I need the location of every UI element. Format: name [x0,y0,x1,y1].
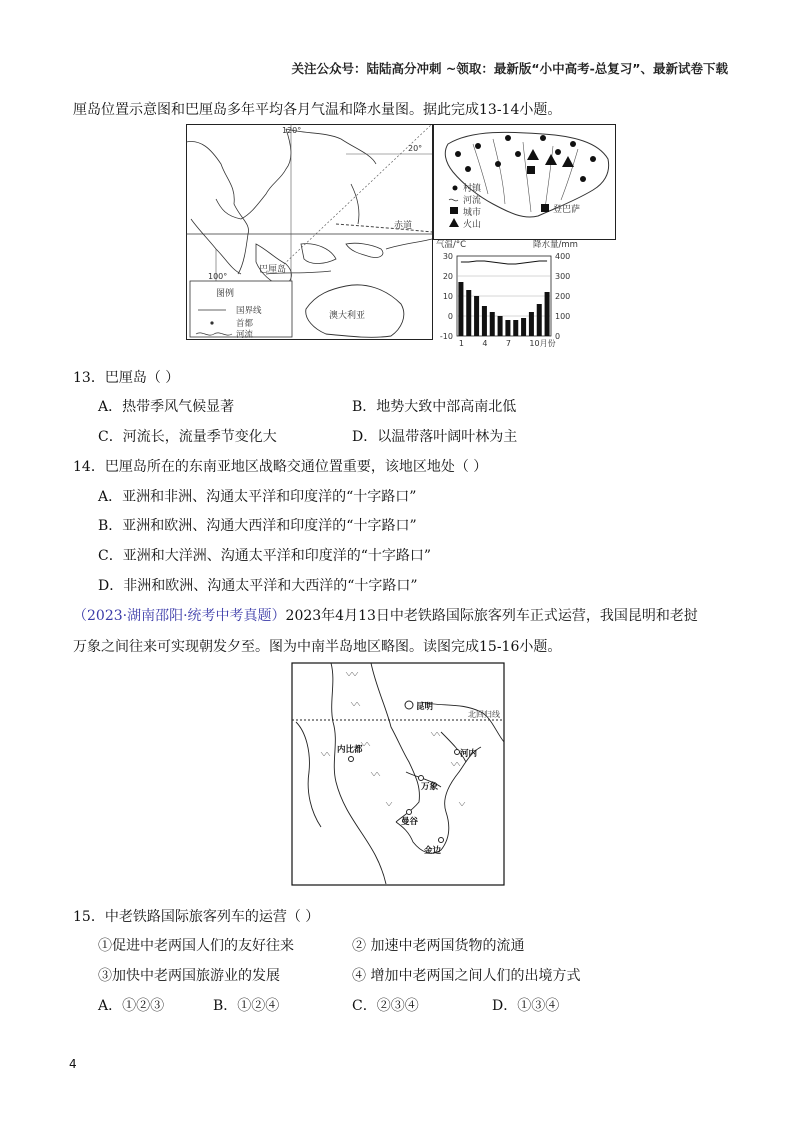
intro-15-16-text1: 2023年4月13日中老铁路国际旅客列车正式运营，我国昆明和老挝 [285,608,698,624]
southeast-asia-map [186,124,433,340]
lon-100-label: 100° [208,272,228,281]
q13-option-b: B．地势大致中部高南北低 [352,399,517,415]
precip-tick-label: 400 [555,252,571,261]
bali-legend-city: 城市 [463,208,482,218]
q15-option-a: A．①②③ [98,998,165,1014]
bangkok-label: 曼谷 [401,817,419,827]
australia-label: 澳大利亚 [329,311,366,321]
month-tick-label: 7 [505,339,512,348]
q15-statement-1: ①促进中老两国人们的友好往来 [98,938,294,954]
precip-bar [545,292,550,336]
phnom-penh-label: 金边 [424,846,442,856]
precip-tick-label: 200 [555,292,571,301]
q14-option-b: B．亚洲和欧洲、沟通大西洋和印度洋的“十字路口” [98,518,417,534]
temp-tick-label: 10 [442,292,453,301]
q14-stem: 14．巴厘岛所在的东南亚地区战略交通位置重要，该地区地处（ ） [73,459,488,475]
legend-river-label: 河流 [236,330,254,340]
q13-option-c: C．河流长，流量季节变化大 [98,429,277,445]
legend-title: 图例 [216,289,235,299]
month-tick-label: 1 [458,339,465,348]
precip-bar [521,318,526,336]
precip-tick-label: 300 [555,272,571,281]
page-header: 关注公众号：陆陆高分冲刺 ~领取：最新版“小中高考-总复习”、最新试卷下载 [291,61,728,76]
q15-option-d: D．①③④ [492,998,560,1014]
precip-bar [482,306,487,336]
q14-option-c: C．亚洲和大洋洲、沟通太平洋和印度洋的“十字路口” [98,548,432,564]
page-number: 4 [69,1057,77,1071]
bali-legend-river: 河流 [463,196,482,206]
q14-option-a: A．亚洲和非洲、沟通太平洋和印度洋的“十字路口” [98,489,417,505]
q15-statement-2: ② 加速中老两国货物的流通 [352,938,525,954]
precip-bar [490,312,495,336]
indochina-map [291,662,505,886]
temp-tick-label: 30 [442,252,453,261]
precip-bar [458,282,463,336]
q13-option-a: A．热带季风气候显著 [98,399,235,415]
month-tick-label: 10月份 [529,339,556,348]
q13-option-d: D．以温带落叶阔叶林为主 [352,429,518,445]
bali-detail-map [433,124,616,240]
q15-option-c: C．②③④ [352,998,419,1014]
climate-chart [433,238,585,348]
bali-legend-volcano: 火山 [463,220,482,230]
precip-bar [513,320,518,336]
q15-statement-3: ③加快中老两国旅游业的发展 [98,968,280,984]
precip-axis-label: 降水量/mm [533,240,578,250]
precip-bar [498,316,503,336]
precip-bar [529,312,534,336]
lon-120-label: 120° [282,126,302,135]
precip-bar [474,296,479,336]
question-source: （2023·湖南邵阳·统考中考真题） [73,608,286,624]
intro-15-16-line1 [73,605,698,625]
intro-15-16-line2: 万象之间往来可实现朝发夕至。图为中南半岛地区略图。读图完成15-16小题。 [73,639,562,655]
lat-20-label: 20° [408,144,423,153]
bali-label: 巴厘岛 [259,265,287,275]
legend-border-label: 国界线 [236,306,262,316]
tropic-label: 北回归线 [468,710,500,719]
q13-stem: 13．巴厘岛（ ） [73,370,180,386]
temp-axis-label: 气温/°C [436,240,467,250]
precip-bar [466,290,471,336]
naypyidaw-label: 内比都 [337,745,363,755]
q15-option-b: B．①②④ [213,998,280,1014]
equator-label: 赤道 [394,221,413,231]
intro-13-14: 厘岛位置示意图和巴厘岛多年平均各月气温和降水量图。据此完成13-14小题。 [73,102,562,118]
temp-tick-label: 20 [442,272,453,281]
q15-stem: 15．中老铁路国际旅客列车的运营（ ） [73,909,320,925]
denpasar-label: 登巴萨 [553,205,581,215]
hanoi-label: 河内 [460,749,478,759]
month-tick-label: 4 [482,339,488,348]
q14-option-d: D．非洲和欧洲、沟通太平洋和大西洋的“十字路口” [98,578,418,594]
precip-bar [505,320,510,336]
temp-tick-label: -10 [439,332,453,341]
legend-capital-label: 首都 [236,319,254,329]
temperature-line [461,261,547,264]
bali-legend-town: 村镇 [463,184,482,194]
vientiane-label: 万象 [421,782,439,792]
precip-bar [537,304,542,336]
precip-tick-label: 100 [555,312,571,321]
q15-statement-4: ④ 增加中老两国之间人们的出境方式 [352,968,581,984]
temp-tick-label: 0 [447,312,453,321]
precip-tick-label: 0 [555,332,561,341]
kunming-label: 昆明 [416,702,434,712]
